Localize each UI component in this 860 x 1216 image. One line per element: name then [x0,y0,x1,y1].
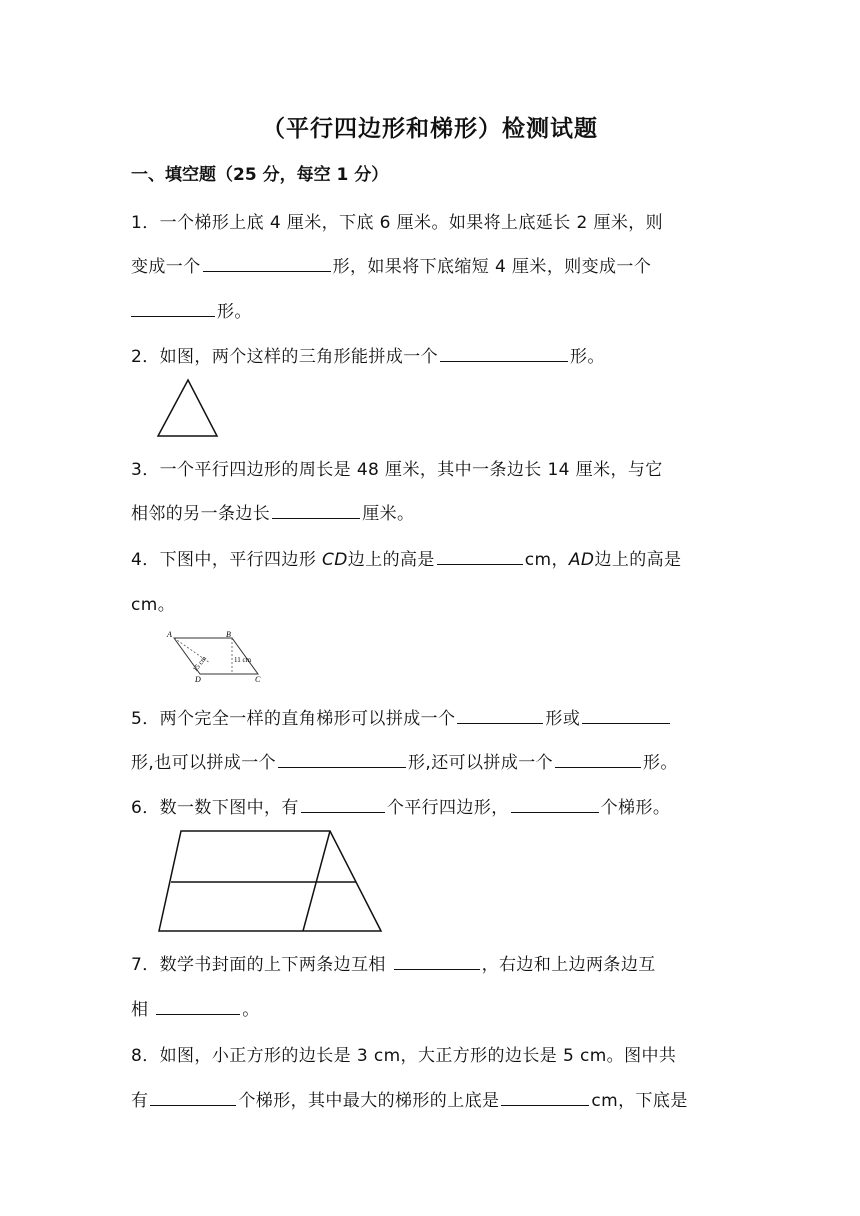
triangle-figure [155,378,225,440]
q5-blank-3[interactable] [278,749,406,768]
q6-text-b: 个平行四边形， [386,798,509,818]
q6-text-a: 6．数一数下图中，有 [131,798,299,818]
q8-text-a: 有 [131,1091,149,1111]
q7-blank-2[interactable] [156,996,240,1015]
q5-text-d: 形,还可以拼成一个 [408,753,554,773]
q5-text-a: 5．两个完全一样的直角梯形可以拼成一个 [131,709,456,729]
q8-line1: 8．如图，小正方形的边长是 3 cm，大正方形的边长是 5 cm。图中共 [131,1046,677,1066]
q8-blank-1[interactable] [150,1087,236,1106]
vertex-d: D [195,675,201,684]
q7-text-a: 7．数学书封面的上下两条边互相 [131,955,392,975]
q4-text-a: 4．下图中，平行四边形 [131,550,323,570]
q6-text-c: 个梯形。 [600,798,671,818]
q6-blank-2[interactable] [511,794,599,813]
q7-text-d: 。 [242,1000,260,1020]
q7-line2 [131,995,260,1020]
q6-line [131,793,670,818]
q1-line1: 1．一个梯形上底 4 厘米，下底 6 厘米。如果将上底延长 2 厘米，则 [131,213,664,233]
q5-text-e: 形。 [643,753,678,773]
q3-blank[interactable] [272,500,360,519]
q5-blank-4[interactable] [555,749,641,768]
q1-line2 [131,252,651,277]
q7-text-b: ，右边和上边两条边互 [481,955,656,975]
q3-line2 [131,499,414,524]
q4-text-b: 边上的高是 [347,550,435,570]
page-title: （平行四边形和梯形）检测试题 [262,116,598,142]
q2-text-b: 形。 [570,347,605,367]
equilateral-triangle [158,380,217,436]
q7-blank-1[interactable] [394,951,480,970]
q2-blank[interactable] [440,343,568,362]
q5-line2 [131,748,678,773]
q2-text-a: 2．如图，两个这样的三角形能拼成一个 [131,347,439,367]
vertex-b: B [226,630,231,639]
q6-blank-1[interactable] [301,794,385,813]
q1-text-b: 形，如果将下底缩短 4 厘米，则变成一个 [332,257,652,277]
q4-text-d: 边上的高是 [594,550,682,570]
q8-blank-2[interactable] [501,1087,589,1106]
q7-text-c: 相 [131,1000,155,1020]
q2-line [131,342,605,367]
q4-text-c: cm， [524,550,569,570]
q4-blank-1[interactable] [437,546,523,565]
height-label: 11 cm [234,656,252,664]
q5-blank-2[interactable] [582,705,670,724]
q1-blank-1[interactable] [203,253,331,272]
q1-text-c: 形。 [217,302,252,322]
side-length-label: 15 cm [191,654,209,674]
q4-line2: cm。 [131,595,176,615]
q8-line2 [131,1086,688,1111]
slanted-divider [303,831,330,931]
q8-text-b: 个梯形，其中最大的梯形的上底是 [238,1091,500,1111]
q4-line1 [131,545,681,570]
q5-blank-1[interactable] [457,705,543,724]
q3-text-b: 厘米。 [362,504,415,524]
outer-trapezoid [159,831,381,931]
q8-text-c: cm，下底是 [591,1091,688,1111]
q4-label-cd: CD [322,550,348,570]
q1-text-a: 变成一个 [131,257,201,277]
q1-line3 [131,297,252,322]
q1-blank-2[interactable] [131,298,215,317]
parallelogram-figure [162,628,272,684]
q7-line1 [131,950,656,975]
vertex-a: A [167,630,172,639]
trapezoid-grid-figure [155,828,385,934]
q4-label-ad: AD [568,550,595,570]
q5-text-c: 形,也可以拼成一个 [131,753,277,773]
vertex-c: C [255,675,261,684]
q5-text-b: 形或 [545,709,581,729]
q3-text-a: 相邻的另一条边长 [131,504,271,524]
q5-line1 [131,704,672,729]
q3-line1: 3．一个平行四边形的周长是 48 厘米，其中一条边长 14 厘米，与它 [131,460,663,480]
section-heading-fill-in: 一、填空题（25 分，每空 1 分） [131,165,389,185]
